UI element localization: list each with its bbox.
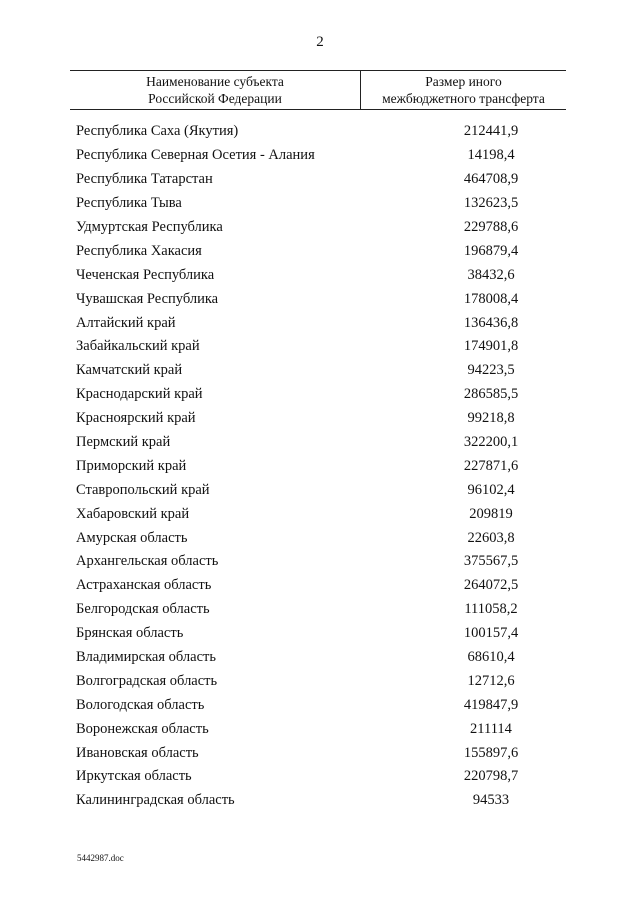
transfer-amount-cell: 196879,4 — [463, 242, 519, 259]
transfer-amount-cell: 111058,2 — [464, 601, 518, 618]
subject-name-cell: Волгоградская область — [76, 672, 218, 689]
transfer-amount-cell: 174901,8 — [463, 338, 519, 355]
subject-name-cell: Красноярский край — [76, 410, 196, 427]
subject-name-cell: Ставропольский край — [76, 481, 210, 498]
subject-name-cell: Ивановская область — [76, 744, 199, 761]
subject-name-cell: Забайкальский край — [76, 338, 200, 355]
table-row — [76, 192, 566, 216]
subject-name-cell: Республика Хакасия — [76, 242, 202, 259]
subject-name-cell: Воронежская область — [76, 720, 209, 737]
subject-name-cell: Калининградская область — [76, 792, 235, 809]
column-header-subject-line1: Наименование субъекта — [146, 74, 284, 89]
transfer-amount-cell: 212441,9 — [463, 123, 519, 140]
table-row — [76, 574, 566, 598]
table-row — [76, 789, 566, 813]
table-row — [76, 144, 566, 168]
transfer-amount-cell: 211114 — [470, 720, 512, 737]
table-row — [76, 478, 566, 502]
column-header-subject-line2: Российской Федерации — [148, 91, 282, 106]
table-row — [76, 120, 566, 144]
page-number: 2 — [316, 34, 324, 50]
table-row — [76, 239, 566, 263]
transfer-amount-cell: 220798,7 — [463, 768, 519, 785]
transfer-amount-cell: 14198,4 — [467, 147, 515, 164]
table-row — [76, 359, 566, 383]
transfer-amount-cell: 464708,9 — [463, 171, 519, 188]
column-header-subject-name — [70, 71, 361, 109]
transfer-amount-cell: 209819 — [469, 505, 513, 522]
table-row — [76, 287, 566, 311]
table-row — [76, 383, 566, 407]
transfer-amount-cell: 100157,4 — [463, 625, 519, 642]
transfer-amount-cell: 286585,5 — [463, 386, 519, 403]
table-row — [76, 168, 566, 192]
subject-name-cell: Приморский край — [76, 457, 187, 474]
subject-name-cell: Иркутская область — [76, 768, 192, 785]
subject-name-cell: Белгородская область — [76, 601, 210, 618]
subject-name-cell: Владимирская область — [76, 649, 216, 666]
subject-name-cell: Республика Саха (Якутия) — [76, 123, 239, 140]
subject-name-cell: Архангельская область — [76, 553, 219, 570]
table-row — [76, 311, 566, 335]
subject-name-cell: Краснодарский край — [76, 386, 203, 403]
transfer-amount-cell: 264072,5 — [463, 577, 519, 594]
subject-name-cell: Республика Северная Осетия - Алания — [76, 147, 315, 164]
document-code: 5442987.doc — [77, 853, 124, 863]
subject-name-cell: Хабаровский край — [76, 505, 190, 522]
table-row — [76, 693, 566, 717]
subject-name-cell: Пермский край — [76, 434, 171, 451]
table-row — [76, 431, 566, 455]
transfer-amount-cell: 419847,9 — [463, 696, 519, 713]
transfer-amount-cell: 94223,5 — [467, 362, 515, 379]
table-body — [76, 120, 566, 813]
subject-name-cell: Камчатский край — [76, 362, 183, 379]
transfer-amount-cell: 322200,1 — [463, 434, 519, 451]
table-row — [76, 335, 566, 359]
table-row — [76, 765, 566, 789]
table-row — [76, 622, 566, 646]
column-header-amount-line2: межбюджетного трансферта — [382, 91, 545, 106]
table-row — [76, 741, 566, 765]
transfer-amount-cell: 229788,6 — [463, 219, 519, 235]
transfer-amount-cell: 99218,8 — [467, 410, 515, 427]
table-row — [76, 669, 566, 693]
table-row — [76, 454, 566, 478]
table-header — [70, 70, 566, 110]
table-row — [76, 646, 566, 670]
transfer-amount-cell: 375567,5 — [463, 553, 519, 570]
subject-name-cell: Алтайский край — [76, 314, 176, 331]
subject-name-cell: Республика Татарстан — [76, 171, 213, 188]
table-row — [76, 717, 566, 741]
transfer-amount-cell: 22603,8 — [467, 529, 515, 546]
transfer-amount-cell: 96102,4 — [467, 481, 515, 498]
subject-name-cell: Удмуртская Республика — [76, 219, 223, 235]
subject-name-cell: Республика Тыва — [76, 195, 182, 212]
transfer-amount-cell: 178008,4 — [463, 290, 519, 307]
table-row — [76, 502, 566, 526]
subject-name-cell: Вологодская область — [76, 696, 205, 713]
table-row — [76, 263, 566, 287]
table-row — [76, 407, 566, 431]
table-row — [76, 526, 566, 550]
subject-name-cell: Амурская область — [76, 529, 188, 546]
transfer-amount-cell: 132623,5 — [463, 195, 519, 212]
transfer-amount-cell: 136436,8 — [463, 314, 519, 331]
table-row — [76, 216, 566, 240]
subject-name-cell: Брянская область — [76, 625, 184, 642]
transfer-amount-cell: 38432,6 — [467, 266, 515, 283]
subject-name-cell: Чувашская Республика — [76, 290, 219, 307]
transfer-amount-cell: 12712,6 — [467, 672, 515, 689]
subject-name-cell: Чеченская Республика — [76, 266, 215, 283]
subject-name-cell: Астраханская область — [76, 577, 212, 594]
transfer-amount-cell: 155897,6 — [463, 744, 519, 761]
table-row — [76, 550, 566, 574]
transfer-amount-cell: 94533 — [472, 792, 510, 809]
transfer-amount-cell: 68610,4 — [467, 649, 515, 666]
column-header-amount-line1: Размер иного — [425, 74, 502, 89]
table-row — [76, 598, 566, 622]
transfer-amount-cell: 227871,6 — [463, 457, 519, 474]
column-header-transfer-amount — [361, 71, 566, 109]
